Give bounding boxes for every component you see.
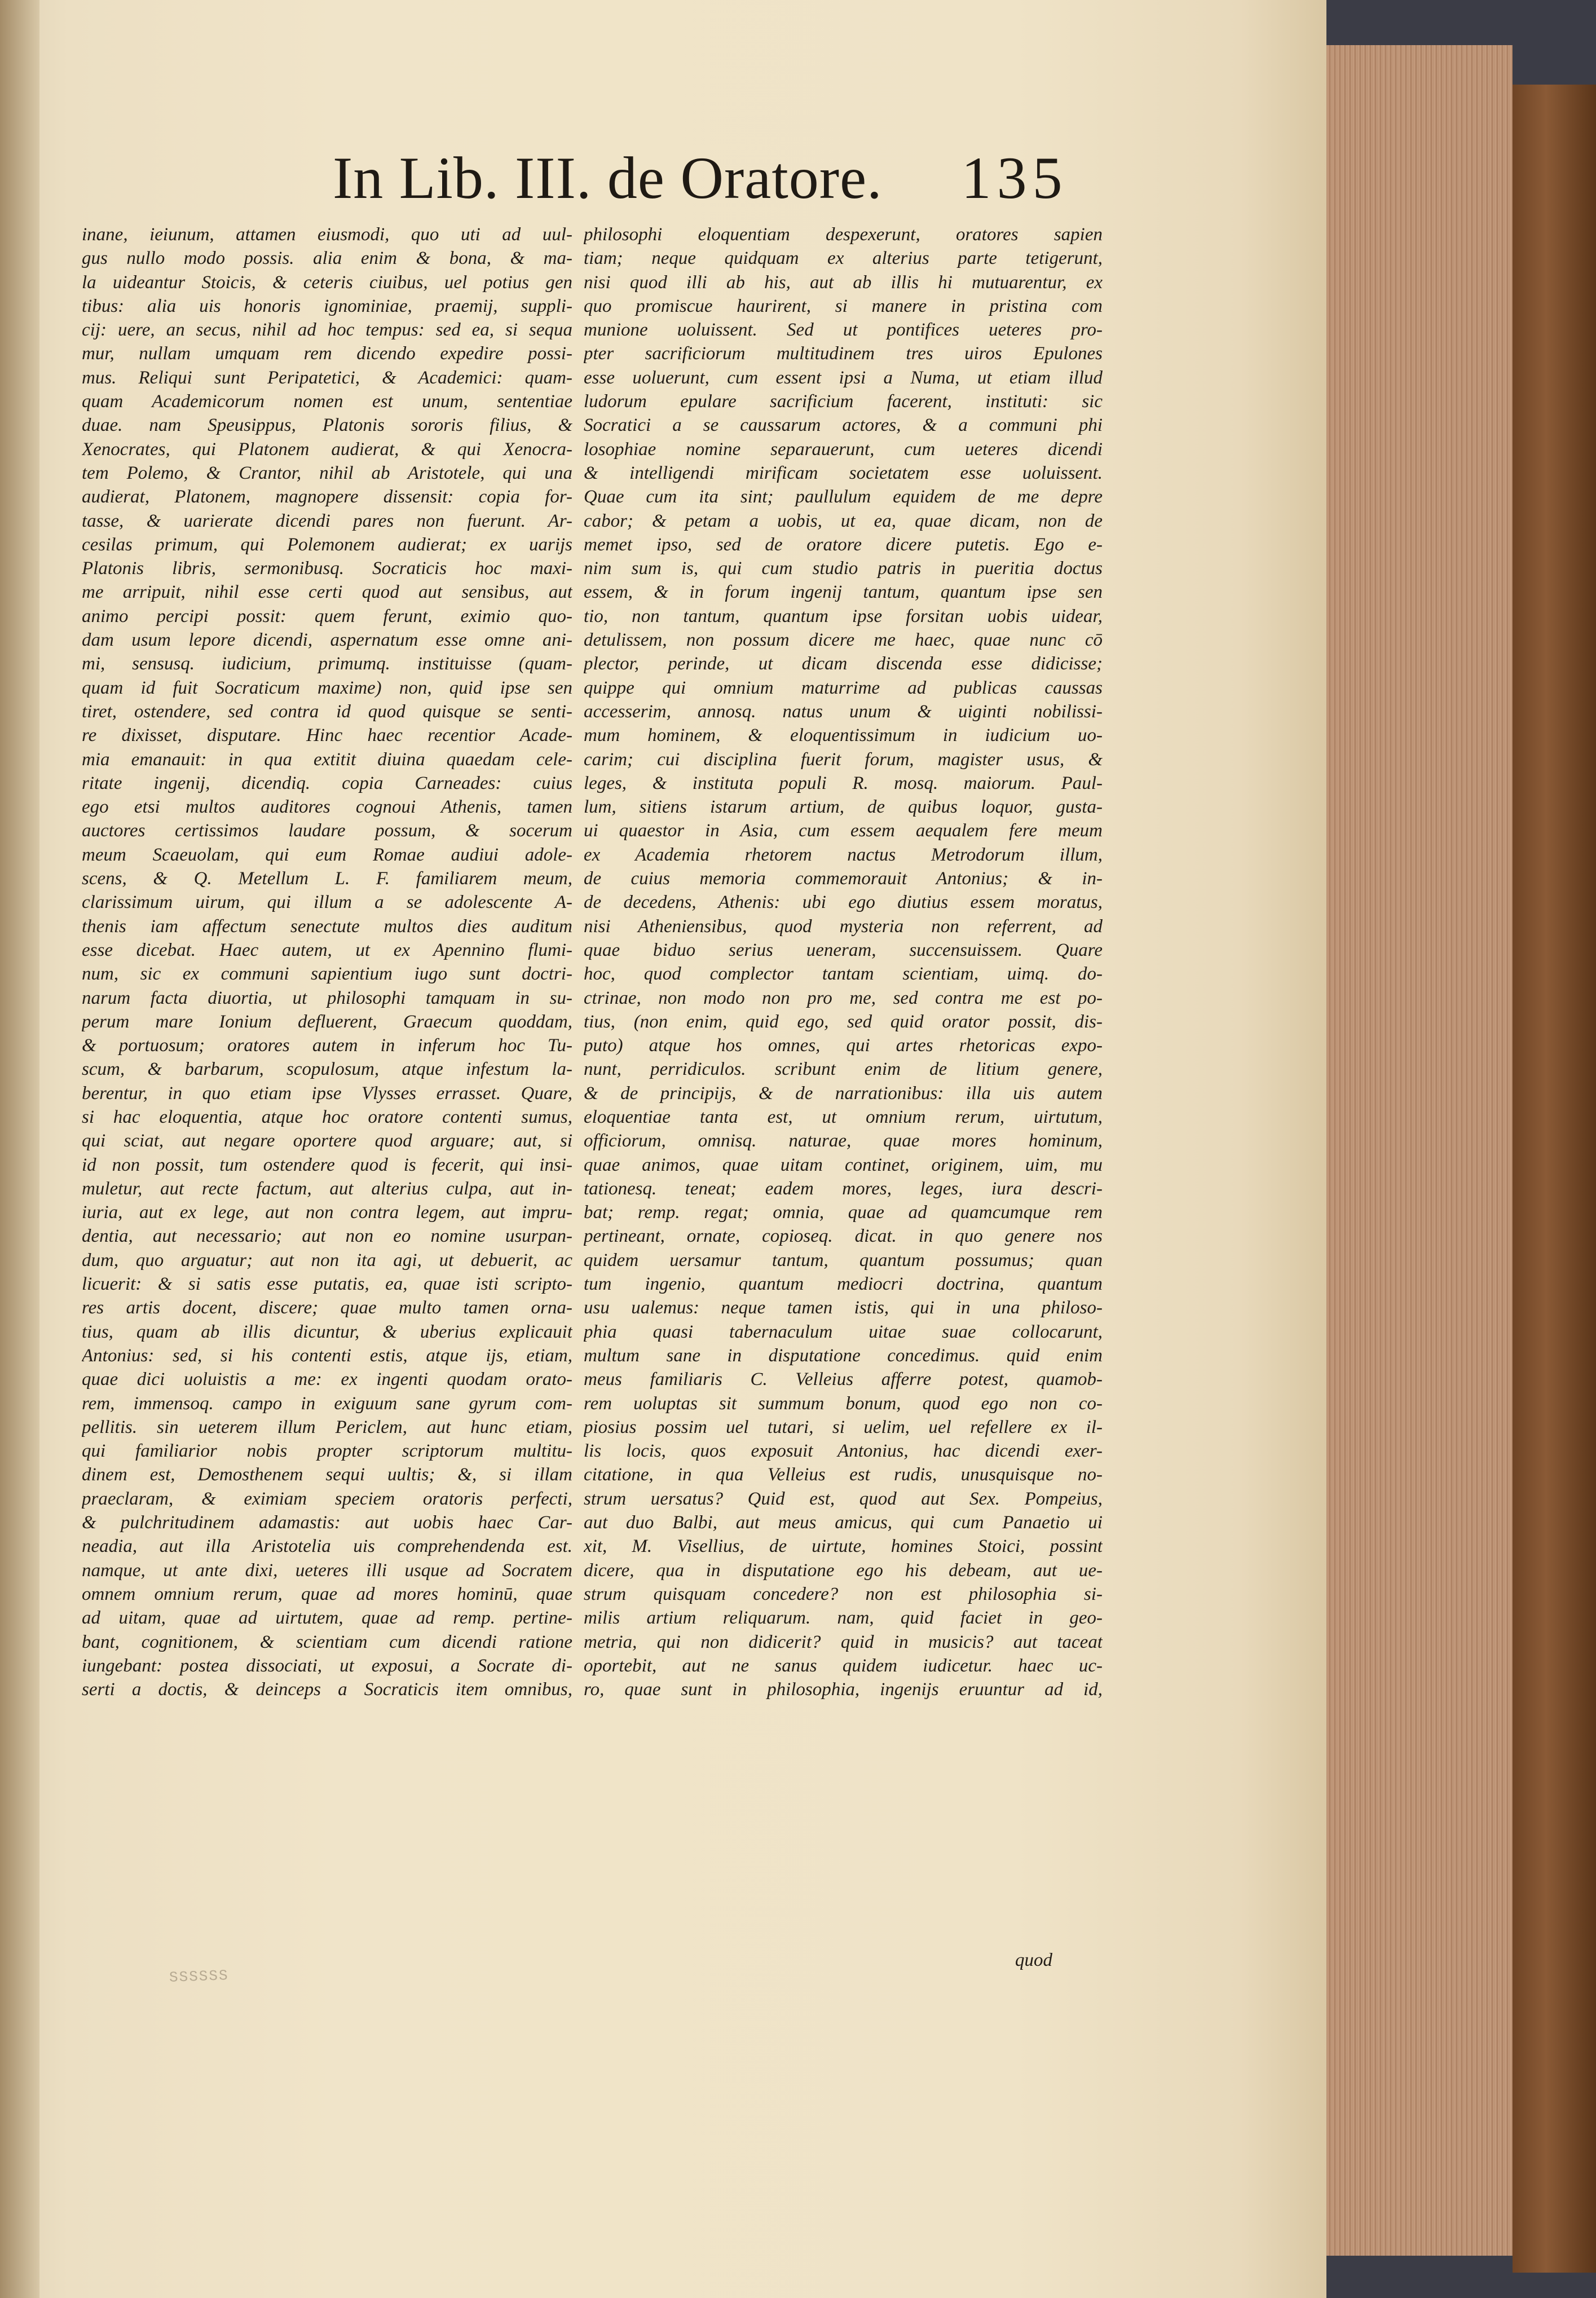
right-column-line: quidem uersamur tantum, quantum possumus; quan bbox=[584, 1250, 1103, 1271]
left-column-line: animo percipi possit: quem ferunt, eximio quo- bbox=[82, 606, 572, 627]
left-column-line: tiret, ostendere, sed contra id quod quisque se senti- bbox=[82, 701, 572, 722]
right-column-line: meus familiaris C. Velleius afferre potest, quamob- bbox=[584, 1369, 1103, 1390]
left-column-line: ad uitam, quae ad uirtutem, quae ad remp. pertine- bbox=[82, 1608, 572, 1629]
right-column-line: philosophi eloquentiam despexerunt, oratores sapien bbox=[584, 224, 1103, 245]
leather-cover bbox=[1513, 85, 1596, 2273]
right-column-line: metria, qui non didicerit? quid in musicis? aut taceat bbox=[584, 1631, 1103, 1652]
right-column-line: ui quaestor in Asia, cum essem aequalem fere meum bbox=[584, 821, 1103, 841]
left-column-line: mia emanauit: in qua extitit diuina quaedam cele- bbox=[82, 749, 572, 770]
page-block-edge bbox=[1326, 45, 1513, 2256]
left-column-line: res artis docent, discere; quae multo tamen orna- bbox=[82, 1298, 572, 1318]
left-column-line: tem Polemo, & Crantor, nihil ab Aristotele, qui una bbox=[82, 462, 572, 483]
right-column-line: detulissem, non possum dicere me haec, quae nunc cō bbox=[584, 630, 1103, 651]
right-column-line: lum, sitiens istarum artium, de quibus loquor, gusta- bbox=[584, 797, 1103, 818]
page-gutter bbox=[0, 0, 39, 2298]
catchword: quod bbox=[1015, 1950, 1052, 1970]
right-column-line: ro, quae sunt in philosophia, ingenijs eruuntur ad id, bbox=[584, 1679, 1103, 1700]
left-column-line: qui familiarior nobis propter scriptorum multitu- bbox=[82, 1441, 572, 1462]
left-column-line: namque, ut ante dixi, ueteres illi usque ad Socratem bbox=[82, 1560, 572, 1581]
right-column-line: citatione, in qua Velleius est rudis, unusquisque no- bbox=[584, 1465, 1103, 1485]
left-column-line: meum Scaeuolam, qui eum Romae audiui adole- bbox=[82, 844, 572, 865]
library-stamp: SSSSSS bbox=[169, 1967, 230, 1986]
right-column-line: cabor; & petam a uobis, ut ea, quae dicam, non de bbox=[584, 510, 1103, 531]
left-column-line: mus. Reliqui sunt Peripatetici, & Academici: quam- bbox=[82, 367, 572, 388]
left-column-line: pellitis. sin ueterem illum Periclem, aut hunc etiam, bbox=[82, 1417, 572, 1437]
right-column-line: tio, non tantum, quantum ipse forsitan uobis uidear, bbox=[584, 606, 1103, 627]
left-column-line: Xenocrates, qui Platonem audierat, & qui Xenocra- bbox=[82, 439, 572, 460]
right-column-line: & intelligendi mirificam societatem esse uoluissent. bbox=[584, 462, 1103, 483]
left-column-line: qui sciat, aut negare oportere quod arguare; aut, si bbox=[82, 1131, 572, 1152]
left-column-line: & pulchritudinem adamastis: aut uobis haec Car- bbox=[82, 1512, 572, 1533]
left-column-line: mur, nullam umquam rem dicendo expedire possi- bbox=[82, 343, 572, 364]
left-column-line: & portuosum; oratores autem in inferum hoc Tu- bbox=[82, 1035, 572, 1056]
left-column-line: narum facta diuortia, ut philosophi tamquam in su- bbox=[82, 987, 572, 1008]
right-column-line: nunt, perridiculos. scribunt enim de litium genere, bbox=[584, 1059, 1103, 1080]
left-column-line: ego etsi multos auditores cognoui Athenis, tamen bbox=[82, 797, 572, 818]
left-column-line: ritate ingenij, dicendiq. copia Carneades: cuius bbox=[82, 773, 572, 793]
left-column-line: re dixisset, disputare. Hinc haec recentior Acade- bbox=[82, 725, 572, 746]
left-column-line: quae dici uoluistis a me: ex ingenti quodam orato- bbox=[82, 1369, 572, 1390]
right-column-line: quae biduo serius ueneram, succensuissem. Quare bbox=[584, 940, 1103, 960]
left-column-line: thenis iam affectum senectute multos dies auditum bbox=[82, 916, 572, 937]
left-column-line: scum, & barbarum, scopulosum, atque infestum la- bbox=[82, 1059, 572, 1080]
right-column-line: ctrinae, non modo non pro me, sed contra me est po- bbox=[584, 987, 1103, 1008]
left-column-line: cesilas primum, qui Polemonem audierat; ex uarijs bbox=[82, 534, 572, 555]
right-column-line: nim sum is, qui cum studio patris in pueritia doctus bbox=[584, 558, 1103, 579]
right-column-line: plector, perinde, ut dicam discenda esse didicisse; bbox=[584, 654, 1103, 674]
left-column-line: perum mare Ionium defluerent, Graecum quoddam, bbox=[82, 1011, 572, 1032]
right-column-line: bat; remp. regat; omnia, quae ad quamcumque rem bbox=[584, 1202, 1103, 1223]
left-column-line: iungebant: postea dissociati, ut exposui, a Socrate di- bbox=[82, 1655, 572, 1676]
left-column-line: inane, ieiunum, attamen eiusmodi, quo uti ad uul- bbox=[82, 224, 572, 245]
left-column-line: audierat, Platonem, magnopere dissensit: copia for- bbox=[82, 487, 572, 508]
right-column-line: quae animos, quae uitam continet, originem, uim, mu bbox=[584, 1154, 1103, 1175]
left-column-line: scens, & Q. Metellum L. F. familiarem meum, bbox=[82, 868, 572, 889]
right-column-line: de decedens, Athenis: ubi ego diutius essem moratus, bbox=[584, 892, 1103, 913]
right-column-line: xit, M. Visellius, de uirtute, homines Stoici, possint bbox=[584, 1536, 1103, 1557]
left-column-line: bant, cognitionem, & scientiam cum dicendi ratione bbox=[82, 1631, 572, 1652]
right-column-line: nisi quod illi ab his, aut ab illis hi mutuarentur, ex bbox=[584, 272, 1103, 293]
left-column-line: quam id fuit Socraticum maxime) non, quid ipse sen bbox=[82, 677, 572, 698]
left-column-line: praeclaram, & eximiam speciem oratoris perfecti, bbox=[82, 1488, 572, 1509]
page-number: 135 bbox=[961, 145, 1068, 211]
right-column-line: nisi Atheniensibus, quod mysteria non referrent, ad bbox=[584, 916, 1103, 937]
right-column-line: de cuius memoria commemorauit Antonius; & in- bbox=[584, 868, 1103, 889]
left-column-line: num, sic ex communi sapientium iugo sunt doctri- bbox=[82, 964, 572, 985]
left-column-line: tibus: alia uis honoris ignominiae, praemij, suppli- bbox=[82, 295, 572, 316]
right-column-line: phia quasi tabernaculum uitae suae collocarunt, bbox=[584, 1321, 1103, 1342]
page-header bbox=[333, 144, 1077, 217]
left-column-line: dinem est, Demosthenem sequi uultis; &, si illam bbox=[82, 1465, 572, 1485]
right-column-line: pertineant, ornate, copioseq. dicat. in quo genere nos bbox=[584, 1226, 1103, 1247]
left-column-line: la uideantur Stoicis, & ceteris ciuibus, uel potius gen bbox=[82, 272, 572, 293]
right-column-line: tiam; neque quidquam ex alterius parte tetigerunt, bbox=[584, 248, 1103, 269]
left-column-line: gus nullo modo possis. alia enim & bona, & ma- bbox=[82, 248, 572, 269]
right-column-line: & de principijs, & de narrationibus: illa uis autem bbox=[584, 1083, 1103, 1104]
right-column-line: leges, & instituta populi R. mosq. maiorum. Paul- bbox=[584, 773, 1103, 793]
left-column-line: quam Academicorum nomen est unum, sententiae bbox=[82, 391, 572, 412]
right-column-line: multum sane in disputatione concedimus. quid enim bbox=[584, 1345, 1103, 1366]
left-column-line: dam usum lepore dicendi, aspernatum esse omne ani- bbox=[82, 630, 572, 651]
left-column-line: Platonis libris, sermonibusq. Socraticis hoc maxi- bbox=[82, 558, 572, 579]
right-column-line: carim; cui disciplina fuerit forum, magister usus, & bbox=[584, 749, 1103, 770]
right-column-line: Quae cum ita sint; paullulum equidem de me depre bbox=[584, 487, 1103, 508]
left-column-line: dentia, aut necessario; aut non eo nomine usurpan- bbox=[82, 1226, 572, 1247]
left-column-line: serti a doctis, & deinceps a Socraticis item omnibus, bbox=[82, 1679, 572, 1700]
left-column-line: me arripuit, nihil esse certi quod aut sensibus, aut bbox=[82, 582, 572, 603]
right-column-line: tius, (non enim, quid ego, sed quid orator possit, dis- bbox=[584, 1011, 1103, 1032]
left-column-line: neadia, aut illa Aristotelia uis comprehendenda est. bbox=[82, 1536, 572, 1557]
right-column-line: quippe qui omnium maturrime ad publicas caussas bbox=[584, 677, 1103, 698]
right-column-line: memet ipso, sed de oratore dicere putetis. Ego e- bbox=[584, 534, 1103, 555]
right-column-line: tum ingenio, quantum mediocri doctrina, quantum bbox=[584, 1274, 1103, 1295]
left-column-line: cij: uere, an secus, nihil ad hoc tempus: sed ea, si sequa bbox=[82, 320, 572, 341]
left-column-line: omnem omnium rerum, quae ad mores hominū, quae bbox=[82, 1584, 572, 1604]
left-column-line: rem, immensoq. campo in exiguum sane gyrum com- bbox=[82, 1393, 572, 1414]
right-column-line: hoc, quod complector tantam scientiam, uimq. do- bbox=[584, 964, 1103, 985]
right-column-line: milis artium reliquarum. nam, quid faciet in geo- bbox=[584, 1608, 1103, 1629]
right-text-column bbox=[584, 223, 1103, 1701]
left-column-line: esse dicebat. Haec autem, ut ex Apennino flumi- bbox=[82, 940, 572, 960]
right-column-line: esse uoluerunt, cum essent ipsi a Numa, ut etiam illud bbox=[584, 367, 1103, 388]
right-column-line: strum uersatus? Quid est, quod aut Sex. Pompeius, bbox=[584, 1488, 1103, 1509]
left-column-line: licuerit: & si satis esse putatis, ea, quae isti scripto- bbox=[82, 1274, 572, 1295]
right-column-line: munione uoluissent. Sed ut pontifices ueteres pro- bbox=[584, 320, 1103, 341]
left-column-line: auctores certissimos laudare possum, & socerum bbox=[82, 821, 572, 841]
right-column-line: accesserim, annosq. natus unum & uiginti nobilissi- bbox=[584, 701, 1103, 722]
right-column-line: rem uoluptas sit summum bonum, quod ego non co- bbox=[584, 1393, 1103, 1414]
left-text-column bbox=[82, 223, 572, 1701]
left-column-line: dum, quo arguatur; aut non ita agi, ut debuerit, ac bbox=[82, 1250, 572, 1271]
left-column-line: iuria, aut ex lege, aut non contra legem, aut impru- bbox=[82, 1202, 572, 1223]
right-column-line: losophiae nomine separauerunt, cum ueteres dicendi bbox=[584, 439, 1103, 460]
left-column-line: mi, sensusq. iudicium, primumq. instituisse (quam- bbox=[82, 654, 572, 674]
right-column-line: essem, & in forum ingenij tantum, quantum ipse sen bbox=[584, 582, 1103, 603]
running-title: In Lib. III. de Oratore. bbox=[333, 145, 883, 211]
right-column-line: ludorum epulare sacrificium facerent, instituti: sic bbox=[584, 391, 1103, 412]
left-column-line: berentur, in quo etiam ipse Vlysses errasset. Quare, bbox=[82, 1083, 572, 1104]
left-column-line: duae. nam Speusippus, Platonis sororis filius, & bbox=[82, 415, 572, 436]
left-column-line: tasse, & uarierate dicendi pares non fuerunt. Ar- bbox=[82, 510, 572, 531]
right-column-line: strum quisquam concedere? non est philosophia si- bbox=[584, 1584, 1103, 1604]
left-column-line: Antonius: sed, si his contenti estis, atque ijs, etiam, bbox=[82, 1345, 572, 1366]
left-column-line: clarissimum uirum, qui illum a se adolescente A- bbox=[82, 892, 572, 913]
right-column-line: ex Academia rhetorem nactus Metrodorum illum, bbox=[584, 844, 1103, 865]
right-column-line: officiorum, omnisq. naturae, quae mores hominum, bbox=[584, 1131, 1103, 1152]
right-column-line: puto) atque hos omnes, qui artes rhetoricas expo- bbox=[584, 1035, 1103, 1056]
left-column-line: si hac eloquentia, atque hoc oratore contenti sumus, bbox=[82, 1106, 572, 1127]
right-column-line: pter sacrificiorum multitudinem tres uiros Epulones bbox=[584, 343, 1103, 364]
left-column-line: muletur, aut recte factum, aut alterius culpa, aut in- bbox=[82, 1178, 572, 1199]
left-column-line: id non possit, tum ostendere quod is fecerit, qui insi- bbox=[82, 1154, 572, 1175]
right-column-line: dicere, qua in disputatione ego his debeam, aut ue- bbox=[584, 1560, 1103, 1581]
right-column-line: mum hominem, & eloquentissimum in iudicium uo- bbox=[584, 725, 1103, 746]
right-column-line: eloquentiae tanta est, ut omnium rerum, uirtutum, bbox=[584, 1106, 1103, 1127]
right-column-line: tationesq. teneat; eadem mores, leges, iura descri- bbox=[584, 1178, 1103, 1199]
left-column-line: tius, quam ab illis dicuntur, & uberius explicauit bbox=[82, 1321, 572, 1342]
right-column-line: usu ualemus: neque tamen istis, qui in una philoso- bbox=[584, 1298, 1103, 1318]
right-column-line: lis locis, quos exposuit Antonius, hac dicendi exer- bbox=[584, 1441, 1103, 1462]
right-column-line: aut duo Balbi, aut meus amicus, qui cum Panaetio ui bbox=[584, 1512, 1103, 1533]
right-column-line: quo promiscue haurirent, si manere in pristina com bbox=[584, 295, 1103, 316]
right-column-line: oportebit, aut ne sanus quidem iudicetur. haec uc- bbox=[584, 1655, 1103, 1676]
right-column-line: piosius possim uel tutari, si uelim, uel refellere ex il- bbox=[584, 1417, 1103, 1437]
right-column-line: Socratici a se caussarum actores, & a communi phi bbox=[584, 415, 1103, 436]
